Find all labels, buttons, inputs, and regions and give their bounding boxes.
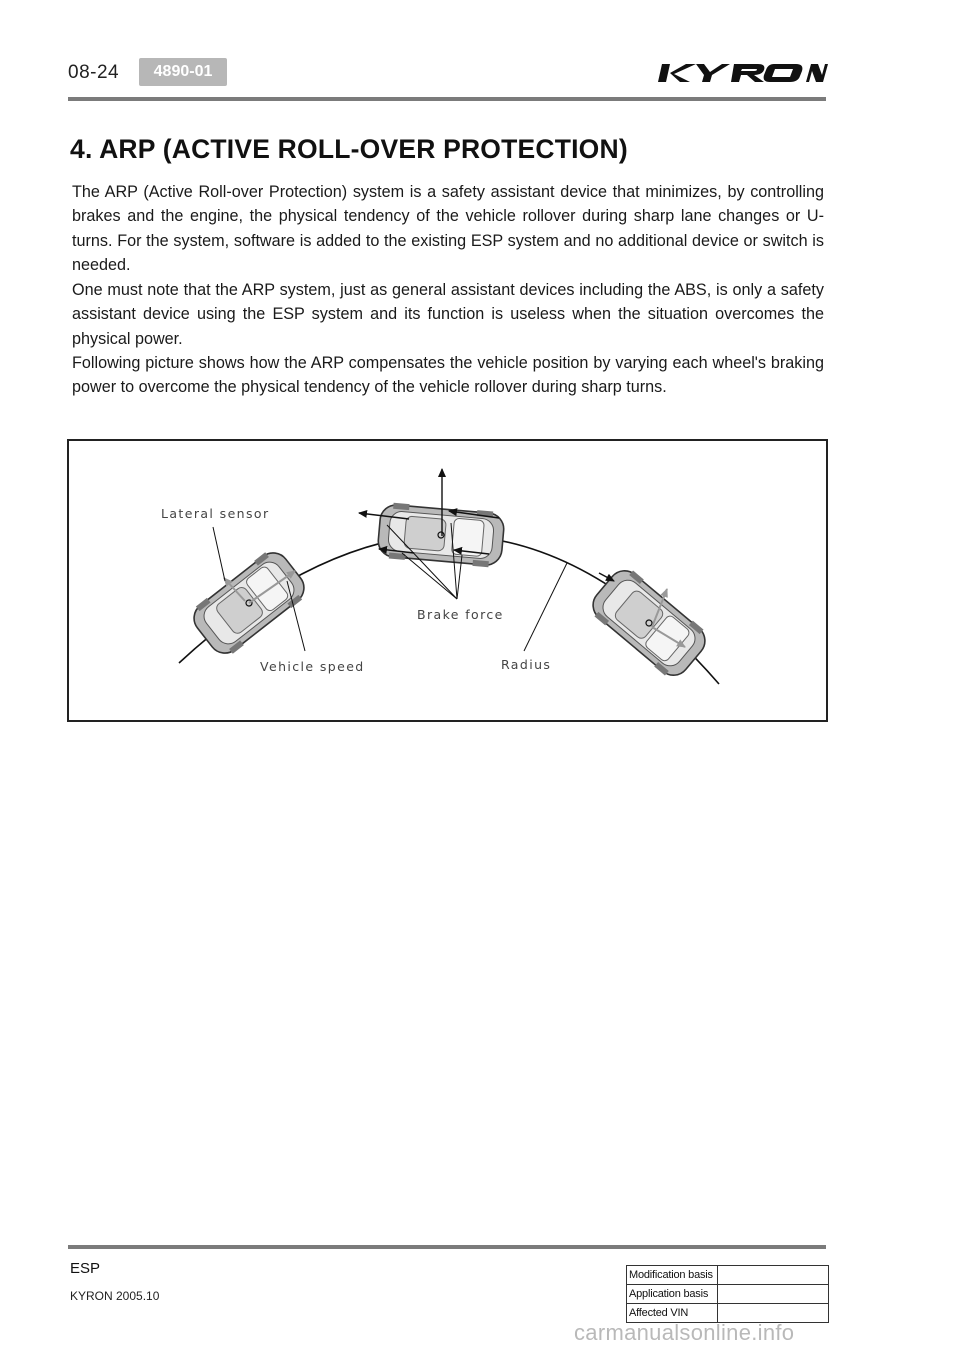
footer-section-name: ESP <box>70 1260 101 1277</box>
table-row <box>627 1266 829 1285</box>
label-radius: Radius <box>501 657 552 672</box>
affected-vin-label: Affected VIN <box>627 1304 718 1323</box>
table-row <box>627 1285 829 1304</box>
watermark-text: carmanualsonline.info <box>574 1320 795 1345</box>
kyron-logo <box>656 60 828 86</box>
modification-basis-label: Modification basis <box>627 1266 718 1285</box>
page-number: 08-24 <box>68 62 120 83</box>
arp-diagram <box>67 439 828 722</box>
paragraph-intro: The ARP (Active Roll-over Protection) system is a safety assistant device that minimizes, by controlling brakes and the engine, the physical tendency of the vehicle rollover during sharp lane changes or U-turns. For the system, software is added to the existing ESP system and no additional device or switch is needed. <box>72 183 824 274</box>
footer-rule <box>68 1245 826 1249</box>
vehicle-right <box>585 563 712 684</box>
header-rule <box>68 97 826 101</box>
revision-info-table <box>626 1265 829 1323</box>
label-lateral-sensor: Lateral sensor <box>161 506 270 521</box>
application-basis-label: Application basis <box>627 1285 718 1304</box>
section-title: 4. ARP (ACTIVE ROLL-OVER PROTECTION) <box>70 134 628 164</box>
paragraph-note: One must note that the ARP system, just as general assistant devices including the ABS, is only a safety assistant device using the ESP system and its function is useless when the situation overcomes the physical power. <box>72 281 824 348</box>
arp-diagram-illustration <box>69 441 826 720</box>
footer-model-date: KYRON 2005.10 <box>70 1289 160 1303</box>
label-vehicle-speed: Vehicle speed <box>260 659 365 674</box>
application-basis-value <box>718 1285 829 1304</box>
label-brake-force: Brake force <box>417 607 504 622</box>
modification-basis-value <box>718 1266 829 1285</box>
section-code-badge: 4890-01 <box>139 58 227 86</box>
paragraph-figure-intro: Following picture shows how the ARP compensates the vehicle position by varying each wheel's braking power to overcome the physical tendency of the vehicle rollover during sharp turns. <box>72 354 824 397</box>
